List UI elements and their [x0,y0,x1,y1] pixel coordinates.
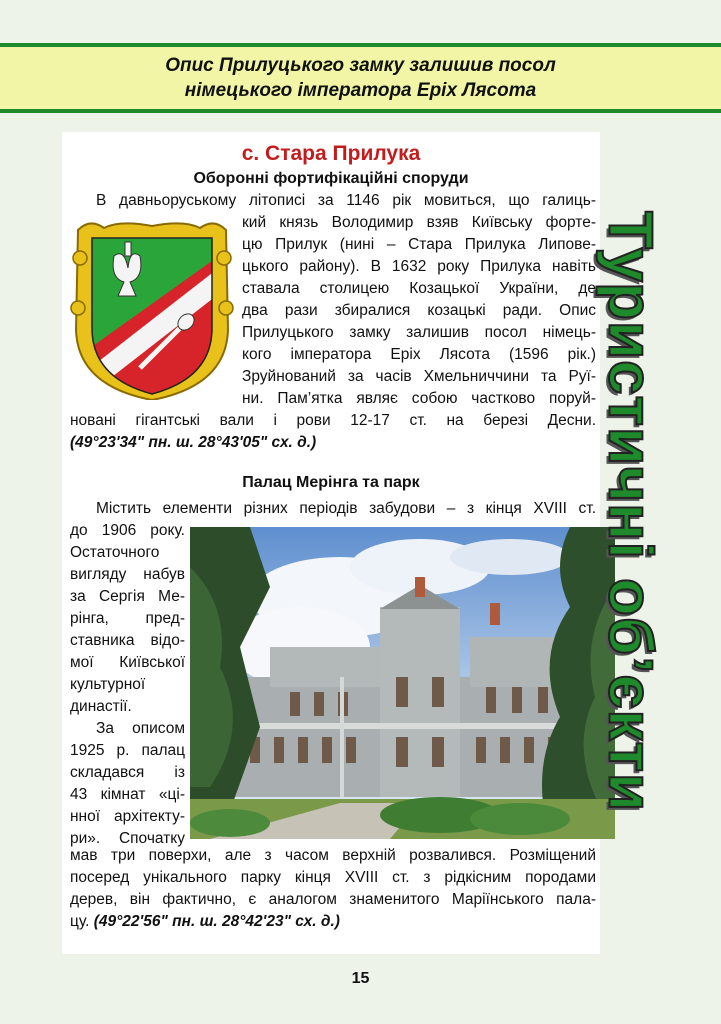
text-line: мав три поверхи, але з часом верхній розвалився. Розміщений [70,847,596,864]
text-line: 1925 р. палац [70,742,185,759]
text-line: В давньоруському літописі за 1146 рік мовиться, що галиць- [96,192,596,209]
text-line: до 1906 року. [70,522,185,539]
text-line: ставала столицею Козацької України, де [242,280,596,297]
section1-heading: Оборонні фортифікаційні споруди [193,170,469,187]
text-line: ни. Пам’ятка являє собою частково поруй- [242,390,596,407]
text-line: рінга, пред- [70,610,185,627]
text-line: За описом [96,720,185,737]
text-line [70,911,596,933]
text-line: вигляду набув [70,566,185,583]
section2-first-line [70,498,596,520]
section2-heading: Палац Мерінга та парк [242,474,420,491]
text-line: кого імператора Еріх Лясота (1596 рік.) [242,346,596,363]
section1-tail [70,410,596,454]
text-line: нної архітекту- [70,808,185,825]
text-line: династії. [70,698,132,715]
banner-line-1: Опис Прилуцького замку залишив посол [165,55,556,76]
palace-photo [190,527,615,839]
text-fragment: цу. [70,913,90,930]
text-line: Прилуцького замку залишив посол німець- [242,324,596,341]
section1-coords: (49°23'34" пн. ш. 28°43'05" сх. д.) [70,434,317,451]
text-line: за Сергія Ме- [70,588,185,605]
text-line: цю Прилук (нині – Стара Прилука Липове- [242,236,596,253]
text-line: посеред унікального парку кінця XVIII ст. з рідкісним породами [70,869,596,886]
text-line: дерев, він фактично, є аналогом знаменитого Маріїнського пала- [70,891,596,908]
side-title [597,162,663,862]
text-line: два рази збиралися козацькі ради. Опис [242,302,596,319]
text-line: цького району). В 1632 року Прилука навіть [242,258,596,275]
text-line: мої Київської [70,654,185,671]
text-line: новані гігантські вали і рови 12-17 ст. на березі Десни. [70,412,596,429]
text-line: культурної [70,676,146,693]
section2-bottom-text [70,845,596,933]
text-line: ставника відо- [70,632,185,649]
text-line: складався із [70,764,185,781]
side-title-text: Туристичні об’єкти [595,211,665,813]
village-title: с. Стара Прилука [241,142,421,165]
text-line: Містить елементи різних періодів забудови – з кінця XVIII ст. [96,500,596,517]
page-number: 15 [351,970,370,987]
text-line: ри». Спочатку [70,830,185,847]
top-banner [0,43,721,113]
section1-paragraph [70,190,596,212]
text-line: Остаточного [70,544,160,561]
banner-line-2: німецького імператора Еріх Лясота [184,80,537,101]
section1-wrap-text [242,212,596,410]
text-line: Зруйнований за часів Хмельниччини та Руї- [242,368,596,385]
section2-coords: (49°22'56" пн. ш. 28°42'23" сх. д.) [93,913,340,930]
text-line: 43 кімнат «ці- [70,786,185,803]
text-line: кий князь Володимир взяв Київську форте- [242,214,596,231]
coat-of-arms-image [70,218,234,400]
section2-left-column [70,520,185,850]
